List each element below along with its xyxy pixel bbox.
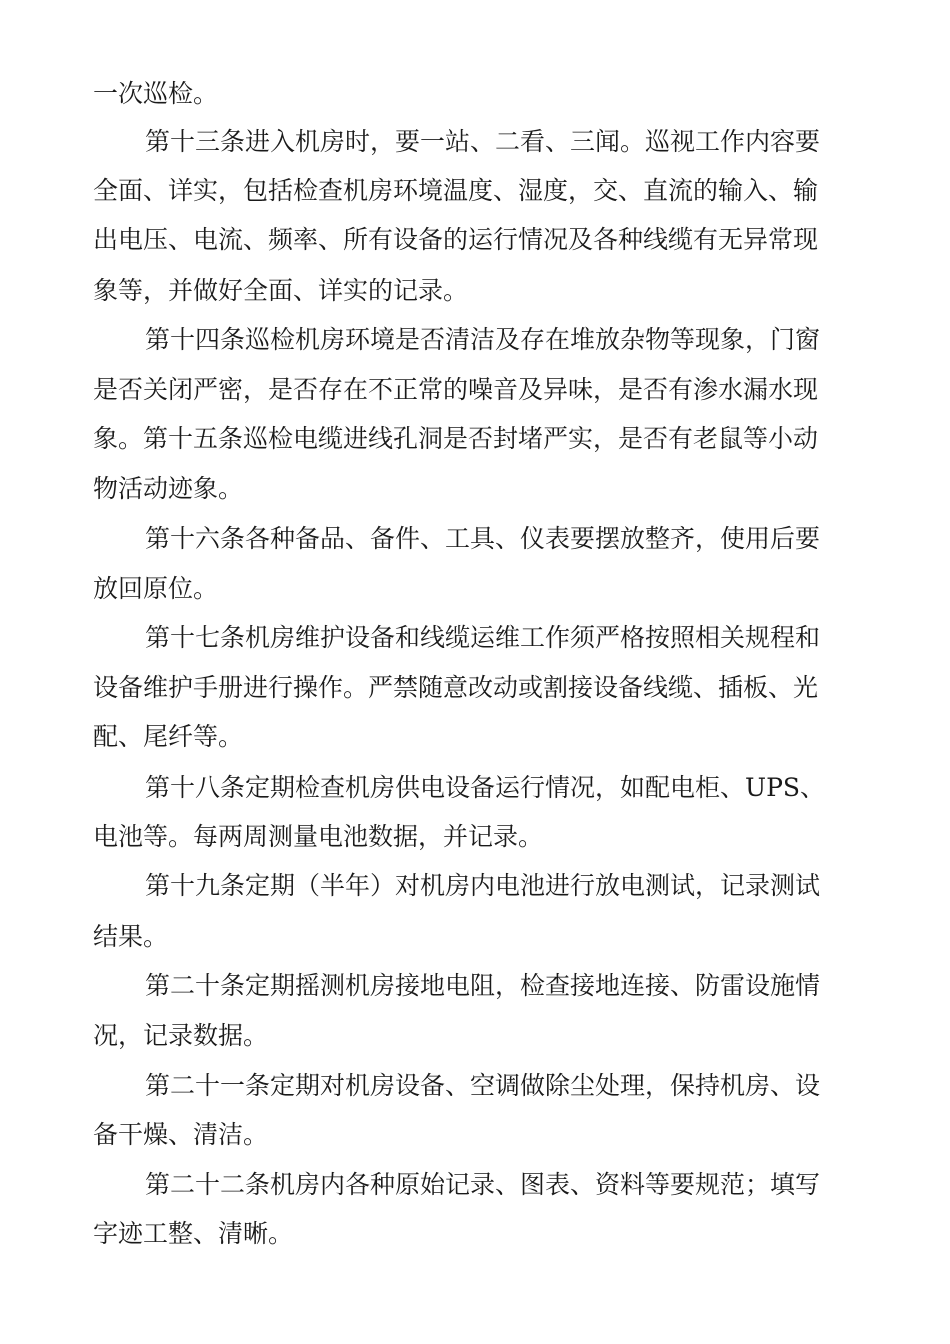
text-line: 配、尾纤等。 bbox=[93, 722, 244, 751]
text-line: 设备维护手册进行操作。严禁随意改动或割接设备线缆、插板、光 bbox=[93, 673, 819, 702]
text-line: 是否关闭严密，是否存在不正常的噪音及异味，是否有渗水漏水现 bbox=[93, 375, 819, 404]
text-line: 备干燥、清洁。 bbox=[93, 1120, 269, 1149]
text-line: 结果。 bbox=[93, 922, 169, 951]
text-line: 象等，并做好全面、详实的记录。 bbox=[93, 276, 469, 305]
text-line: 电池等。每两周测量电池数据，并记录。 bbox=[93, 822, 544, 851]
text-line: 第十九条定期（半年）对机房内电池进行放电测试，记录测试 bbox=[145, 871, 821, 900]
text-line: 放回原位。 bbox=[93, 574, 219, 603]
text-line: 一次巡检。 bbox=[93, 79, 219, 108]
text-line: 第二十二条机房内各种原始记录、图表、资料等要规范；填写 bbox=[145, 1170, 821, 1199]
text-line: 第十四条巡检机房环境是否清洁及存在堆放杂物等现象，门窗 bbox=[145, 325, 821, 354]
text-line: 第十三条进入机房时，要一站、二看、三闻。巡视工作内容要 bbox=[145, 127, 821, 156]
text-line: 况，记录数据。 bbox=[93, 1021, 269, 1050]
text-line: 字迹工整、清晰。 bbox=[93, 1219, 294, 1248]
text-line: 物活动迹象。 bbox=[93, 474, 244, 503]
text-line: 第十八条定期检查机房供电设备运行情况，如配电柜、UPS、 bbox=[145, 773, 826, 802]
text-line: 第十六条各种备品、备件、工具、仪表要摆放整齐，使用后要 bbox=[145, 524, 821, 553]
text-line: 第二十一条定期对机房设备、空调做除尘处理，保持机房、设 bbox=[145, 1071, 821, 1100]
text-line: 出电压、电流、频率、所有设备的运行情况及各种线缆有无异常现 bbox=[93, 225, 819, 254]
text-line: 第十七条机房维护设备和线缆运维工作须严格按照相关规程和 bbox=[145, 623, 821, 652]
text-line: 全面、详实，包括检查机房环境温度、湿度，交、直流的输入、输 bbox=[93, 176, 819, 205]
text-line: 象。第十五条巡检电缆进线孔洞是否封堵严实，是否有老鼠等小动 bbox=[93, 424, 819, 453]
text-line: 第二十条定期摇测机房接地电阻，检查接地连接、防雷设施情 bbox=[145, 971, 821, 1000]
